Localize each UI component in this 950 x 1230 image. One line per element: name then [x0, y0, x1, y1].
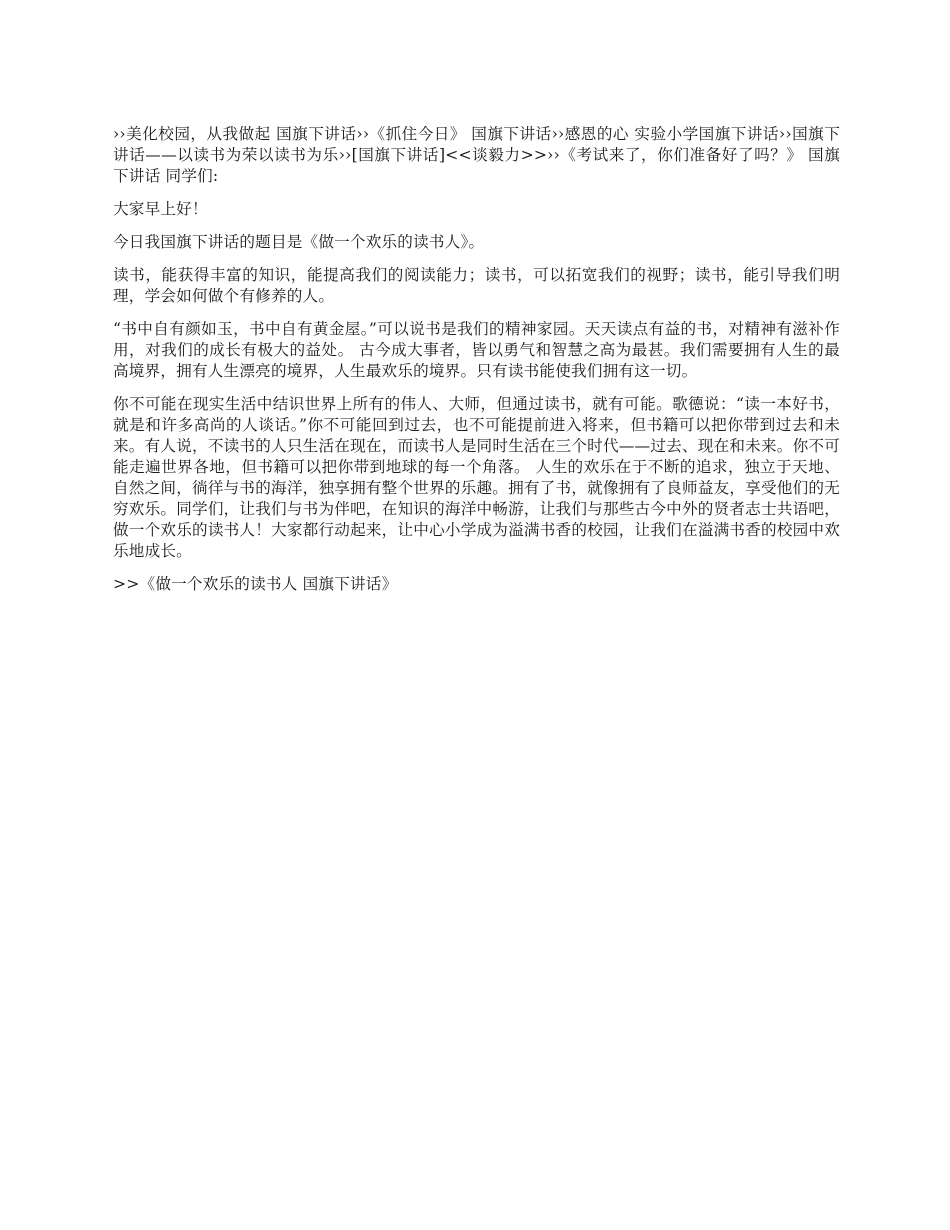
- document-body: [113, 124, 840, 607]
- greeting-paragraph: 大家早上好！: [113, 200, 208, 218]
- footer-link[interactable]: >>《做一个欢乐的读书人 国旗下讲话》: [113, 575, 398, 593]
- related-links-paragraph: ››美化校园，从我做起 国旗下讲话››《抓住今日》 国旗下讲话››感恩的心 实验小学国旗下讲话››国旗下讲话——以读书为荣以读书为乐››[国旗下讲话]<<谈毅力>>››《考试来了，你们准备好了吗？》 国旗下讲话 同学们:: [113, 125, 840, 185]
- body-paragraph-3: 你不可能在现实生活中结识世界上所有的伟人、大师，但通过读书，就有可能。歌德说：“读一本好书，就是和许多高尚的人谈话。”你不可能回到过去，也不可能提前进入将来，但书籍可以把你带到过去和未来。有人说，不读书的人只生活在现在，而读书人是同时生活在三个时代——过去、现在和未来。你不可能走遍世界各地，但书籍可以把你带到地球的每一个角落。 人生的欢乐在于不断的追求，独立于天地、自然之间，徜徉与书的海洋，独享拥有整个世界的乐趣。拥有了书，就像拥有了良师益友，享受他们的无穷欢乐。同学们，让我们与书为伴吧，在知识的海洋中畅游，让我们与那些古今中外的贤者志士共语吧，做一个欢乐的读书人！大家都行动起来，让中心小学成为溢满书香的校园，让我们在溢满书香的校园中欢乐地成长。: [113, 395, 840, 560]
- body-paragraph-2: “书中自有颜如玉，书中自有黄金屋。”可以说书是我们的精神家园。天天读点有益的书，对精神有滋补作用，对我们的成长有极大的益处。 古今成大事者，皆以勇气和智慧之高为最甚。我们需要拥有人生的最高境界，拥有人生漂亮的境界，人生最欢乐的境界。只有读书能使我们拥有这一切。: [113, 320, 840, 380]
- body-paragraph-1: 读书，能获得丰富的知识，能提高我们的阅读能力；读书，可以拓宽我们的视野；读书，能引导我们明理，学会如何做个有修养的人。: [113, 266, 840, 305]
- topic-paragraph: 今日我国旗下讲话的题目是《做一个欢乐的读书人》。: [113, 233, 485, 251]
